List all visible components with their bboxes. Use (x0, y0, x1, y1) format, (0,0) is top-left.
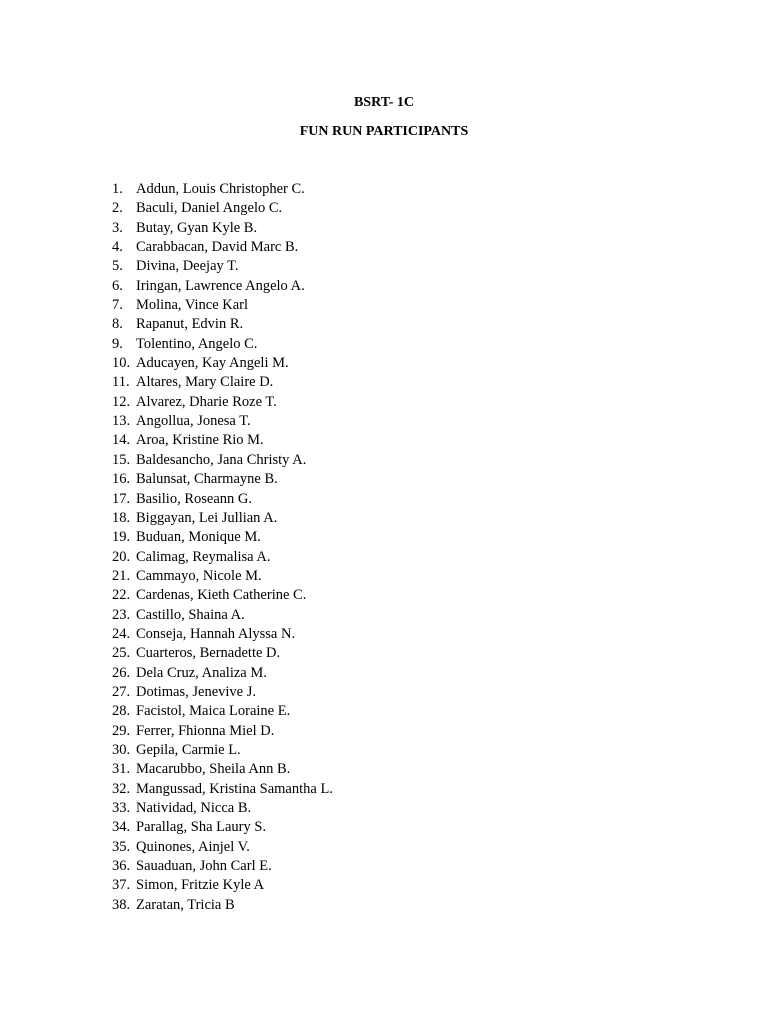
list-item-number: 13. (112, 413, 131, 430)
list-item-number: 26. (112, 664, 131, 681)
list-item-number: 36. (112, 858, 131, 875)
list-item (112, 528, 333, 547)
list-item (112, 257, 333, 276)
participant-name: Addun, Louis Christopher C. (136, 181, 305, 197)
participant-name: Conseja, Hannah Alyssa N. (136, 625, 296, 642)
list-item-number: 8. (112, 316, 123, 333)
list-item (112, 548, 333, 567)
participant-name: Angollua, Jonesa T. (136, 413, 251, 430)
participant-name: Dela Cruz, Analiza M. (136, 664, 267, 681)
list-item-number: 5. (112, 258, 123, 275)
participant-name: Dotimas, Jenevive J. (136, 683, 257, 700)
participant-name: Basilio, Roseann G. (136, 490, 252, 507)
list-item-number: 24. (112, 625, 131, 642)
list-item (112, 219, 333, 238)
list-item (112, 470, 333, 489)
participant-name: Aducayen, Kay Angeli M. (136, 355, 289, 372)
list-item-number: 28. (112, 703, 131, 720)
list-item (112, 818, 333, 837)
list-item-number: 2. (112, 200, 123, 217)
list-item (112, 335, 333, 354)
participant-name: Baculi, Daniel Angelo C. (136, 200, 283, 217)
list-item-number: 19. (112, 529, 131, 546)
list-item-number: 22. (112, 587, 131, 604)
participant-name: Molina, Vince Karl (136, 297, 249, 314)
list-item-number: 9. (112, 335, 123, 352)
list-item-number: 15. (112, 451, 131, 468)
participant-name: Cardenas, Kieth Catherine C. (136, 587, 307, 604)
list-item-number: 25. (112, 645, 131, 662)
participant-name: Alvarez, Dharie Roze T. (136, 393, 277, 410)
participant-name: Carabbacan, David Marc B. (136, 239, 299, 256)
participant-name: Butay, Gyan Kyle B. (136, 219, 258, 236)
participants-list (112, 180, 333, 915)
participant-name: Cammayo, Nicole M. (136, 567, 262, 584)
list-item-number: 16. (112, 471, 131, 488)
participant-name: Gepila, Carmie L. (136, 741, 241, 758)
list-item-number: 29. (112, 722, 131, 739)
participant-name: Simon, Fritzie Kyle A (136, 877, 265, 894)
list-item-number: 17. (112, 490, 131, 507)
list-item (112, 180, 333, 199)
participant-name: Quinones, Ainjel V. (136, 838, 250, 855)
class-title: BSRT- 1C (353, 95, 415, 110)
list-item-number: 23. (112, 606, 131, 623)
list-item-number: 33. (112, 800, 131, 816)
list-item-number: 7. (112, 297, 123, 314)
list-item (112, 238, 333, 257)
list-item (112, 296, 333, 315)
list-item (112, 315, 333, 334)
list-item (112, 354, 333, 373)
list-item-number: 20. (112, 548, 131, 565)
participant-name: Iringan, Lawrence Angelo A. (136, 277, 305, 294)
list-item-number: 14. (112, 432, 131, 449)
participant-name: Altares, Mary Claire D. (136, 374, 274, 391)
list-item (112, 431, 333, 450)
participant-name: Balunsat, Charmayne B. (136, 471, 278, 488)
list-item-number: 1. (112, 181, 123, 197)
participant-name: Natividad, Nicca B. (136, 800, 252, 816)
list-item (112, 625, 333, 644)
participant-name: Rapanut, Edvin R. (136, 316, 244, 333)
participant-name: Zaratan, Tricia B (136, 896, 235, 913)
list-item-number: 34. (112, 819, 131, 836)
list-item-number: 12. (112, 393, 131, 410)
participant-name: Castillo, Shaina A. (136, 606, 245, 623)
list-item (112, 683, 333, 702)
list-item (112, 780, 333, 799)
list-item-number: 31. (112, 761, 131, 778)
list-item (112, 606, 333, 625)
list-item-number: 32. (112, 780, 131, 797)
list-item (112, 702, 333, 721)
participant-name: Sauaduan, John Carl E. (136, 858, 272, 875)
list-item (112, 896, 333, 915)
participant-name: Tolentino, Angelo C. (136, 335, 258, 352)
list-item-number: 21. (112, 567, 131, 584)
list-item (112, 664, 333, 683)
list-item (112, 373, 333, 392)
participant-name: Divina, Deejay T. (136, 258, 239, 275)
participant-name: Biggayan, Lei Jullian A. (136, 509, 278, 526)
participant-name: Calimag, Reymalisa A. (136, 548, 271, 565)
list-item-number: 11. (112, 374, 130, 391)
list-item (112, 277, 333, 296)
list-item (112, 586, 333, 605)
list-item (112, 509, 333, 528)
list-item (112, 857, 333, 876)
participant-name: Macarubbo, Sheila Ann B. (136, 761, 291, 778)
list-item (112, 741, 333, 760)
participant-name: Ferrer, Fhionna Miel D. (136, 722, 275, 739)
list-item (112, 567, 333, 586)
list-item (112, 838, 333, 857)
list-item (112, 760, 333, 779)
list-title: FUN RUN PARTICIPANTS (299, 124, 469, 139)
participant-name: Mangussad, Kristina Samantha L. (136, 780, 333, 797)
list-item-number: 35. (112, 838, 131, 855)
participant-name: Facistol, Maica Loraine E. (136, 703, 291, 720)
list-item (112, 876, 333, 895)
participant-name: Aroa, Kristine Rio M. (136, 432, 264, 449)
list-item (112, 393, 333, 412)
list-item-number: 6. (112, 277, 123, 294)
participant-name: Buduan, Monique M. (136, 529, 261, 546)
list-item-number: 3. (112, 219, 123, 236)
list-item (112, 490, 333, 509)
list-item-number: 10. (112, 355, 131, 372)
list-item (112, 412, 333, 431)
list-item (112, 644, 333, 663)
participant-name: Parallag, Sha Laury S. (136, 819, 267, 836)
list-item-number: 27. (112, 683, 131, 700)
list-item (112, 799, 333, 818)
list-item-number: 18. (112, 509, 131, 526)
list-item (112, 451, 333, 470)
list-item-number: 38. (112, 896, 131, 913)
list-item-number: 30. (112, 741, 131, 758)
participant-name: Cuarteros, Bernadette D. (136, 645, 281, 662)
list-item-number: 4. (112, 239, 123, 256)
list-item (112, 199, 333, 218)
list-item-number: 37. (112, 877, 131, 894)
list-item (112, 722, 333, 741)
participant-name: Baldesancho, Jana Christy A. (136, 451, 307, 468)
